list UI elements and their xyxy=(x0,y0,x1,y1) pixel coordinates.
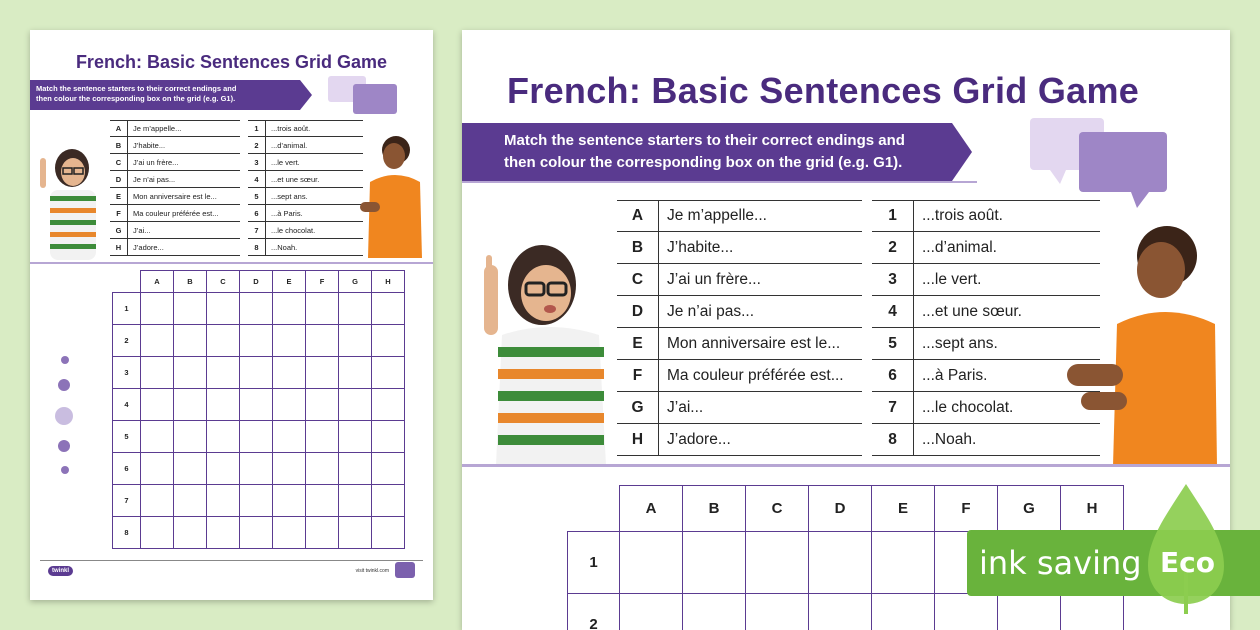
ending-key: 7 xyxy=(872,392,914,423)
ending-key: 6 xyxy=(248,205,266,221)
grid-column-header: C xyxy=(746,486,809,532)
grid-cell[interactable] xyxy=(174,325,207,357)
grid-cell[interactable] xyxy=(339,293,372,325)
starter-text: Mon anniversaire est le... xyxy=(133,191,217,201)
ending-text: ...trois août. xyxy=(271,124,311,133)
ending-key: 1 xyxy=(248,121,266,136)
grid-cell[interactable] xyxy=(273,453,306,485)
list-item xyxy=(617,328,862,360)
instruction-banner xyxy=(462,123,952,181)
small-instruction-line1: Match the sentence starters to their correct endings and xyxy=(36,84,237,93)
starter-text: Ma couleur préférée est... xyxy=(667,366,844,384)
grid-cell[interactable] xyxy=(273,293,306,325)
grid-cell[interactable] xyxy=(141,517,174,549)
grid-cell[interactable] xyxy=(372,325,405,357)
grid-cell[interactable] xyxy=(273,325,306,357)
small-title: French: Basic Sentences Grid Game xyxy=(75,52,388,72)
grid-cell[interactable] xyxy=(872,594,935,630)
grid-cell[interactable] xyxy=(207,517,240,549)
grid-header-row xyxy=(568,486,1124,532)
ink-saving-label: ink saving xyxy=(979,544,1142,582)
ending-key: 8 xyxy=(872,424,914,455)
speech-bubble-icon xyxy=(353,84,397,114)
grid-cell[interactable] xyxy=(207,325,240,357)
badge-icon xyxy=(395,562,415,578)
starter-text: J’habite... xyxy=(133,140,166,150)
grid-column-header: D xyxy=(809,486,872,532)
starter-key: C xyxy=(617,264,659,295)
grid-cell[interactable] xyxy=(339,357,372,389)
page-title: French: Basic Sentences Grid Game xyxy=(507,70,1140,111)
list-item xyxy=(248,222,363,239)
ending-key: 5 xyxy=(248,188,266,204)
banner-underline xyxy=(462,181,977,183)
grid-cell[interactable] xyxy=(174,389,207,421)
starter-key: A xyxy=(617,201,659,231)
grid-cell[interactable] xyxy=(174,357,207,389)
grid-cell[interactable] xyxy=(306,389,339,421)
small-starters-list xyxy=(110,120,240,256)
grid-column-header: F xyxy=(935,486,998,532)
grid-row-header: 8 xyxy=(113,517,141,549)
ending-text: ...trois août. xyxy=(922,207,1003,224)
grid-column-header: G xyxy=(339,271,372,293)
grid-cell[interactable] xyxy=(240,325,273,357)
grid-row-header: 7 xyxy=(113,485,141,517)
list-item xyxy=(248,205,363,222)
grid-cell[interactable] xyxy=(306,357,339,389)
grid-cell[interactable] xyxy=(240,453,273,485)
starter-text: J’ai un frère... xyxy=(667,270,761,288)
speech-bubble-icon xyxy=(1079,132,1167,192)
grid-cell[interactable] xyxy=(339,517,372,549)
grid-column-header: H xyxy=(1061,486,1124,532)
girl-illustration xyxy=(36,138,112,266)
grid-cell[interactable] xyxy=(207,453,240,485)
list-item xyxy=(110,188,240,205)
grid-cell[interactable] xyxy=(306,325,339,357)
list-item xyxy=(617,200,862,232)
small-instruction-line2: then colour the corresponding box on the grid (e.g. G1). xyxy=(36,94,236,103)
list-item xyxy=(248,154,363,171)
eco-label: Eco xyxy=(1160,546,1215,579)
ending-text: ...sept ans. xyxy=(922,334,998,352)
ending-key: 7 xyxy=(248,222,266,238)
ending-text: ...à Paris. xyxy=(271,208,303,218)
starter-key: B xyxy=(617,232,659,263)
starter-key: D xyxy=(617,296,659,327)
starter-text: J’adore... xyxy=(133,242,164,252)
grid-cell[interactable] xyxy=(273,389,306,421)
ending-text: ...Noah. xyxy=(271,242,298,252)
ending-key: 4 xyxy=(248,171,266,187)
grid-row-header: 4 xyxy=(113,389,141,421)
ending-key: 5 xyxy=(872,328,914,359)
grid-cell[interactable] xyxy=(240,485,273,517)
grid-row xyxy=(113,421,405,453)
list-item xyxy=(110,154,240,171)
grid-header-row xyxy=(113,271,405,293)
grid-cell[interactable] xyxy=(240,421,273,453)
grid-cell[interactable] xyxy=(1061,594,1124,630)
ending-key: 2 xyxy=(872,232,914,263)
footer-url: visit twinkl.com xyxy=(355,568,389,574)
grid-cell[interactable] xyxy=(683,594,746,630)
list-item xyxy=(110,120,240,137)
grid-column-header: G xyxy=(998,486,1061,532)
grid-cell[interactable] xyxy=(240,517,273,549)
grid-cell[interactable] xyxy=(372,421,405,453)
girl-illustration xyxy=(474,235,624,465)
list-item xyxy=(110,222,240,239)
starter-text: Je m’appelle... xyxy=(667,207,767,224)
grid-cell[interactable] xyxy=(372,517,405,549)
ending-key: 3 xyxy=(872,264,914,295)
small-instruction-banner xyxy=(30,80,300,110)
starter-text: Je n’ai pas... xyxy=(133,174,176,184)
divider xyxy=(30,262,433,264)
list-item xyxy=(617,296,862,328)
starters-list xyxy=(617,200,862,456)
starter-text: Ma couleur préférée est... xyxy=(133,208,219,218)
grid-column-header: E xyxy=(872,486,935,532)
ending-key: 3 xyxy=(248,154,266,170)
list-item xyxy=(248,120,363,137)
grid-column-header: F xyxy=(306,271,339,293)
grid-cell[interactable] xyxy=(141,453,174,485)
grid-column-header: E xyxy=(273,271,306,293)
grid-cell[interactable] xyxy=(174,421,207,453)
grid-cell[interactable] xyxy=(207,389,240,421)
boy-illustration xyxy=(350,130,428,260)
ending-key: 8 xyxy=(248,239,266,255)
ending-key: 2 xyxy=(248,137,266,153)
grid-cell[interactable] xyxy=(174,517,207,549)
starter-key: H xyxy=(617,424,659,455)
grid-cell[interactable] xyxy=(306,293,339,325)
grid-cell[interactable] xyxy=(306,453,339,485)
starter-text: J’ai un frère... xyxy=(133,157,179,167)
grid-row-header: 2 xyxy=(568,594,620,630)
grid-cell[interactable] xyxy=(683,532,746,594)
grid-column-header: D xyxy=(240,271,273,293)
starter-key: E xyxy=(110,188,128,204)
small-banner-arrow xyxy=(300,80,312,110)
decorative-dot xyxy=(58,379,70,391)
starter-text: Je m’appelle... xyxy=(133,124,182,133)
grid-row-header: 3 xyxy=(113,357,141,389)
grid-cell[interactable] xyxy=(872,532,935,594)
grid-cell[interactable] xyxy=(620,532,683,594)
grid-cell[interactable] xyxy=(174,453,207,485)
grid-column-header: A xyxy=(141,271,174,293)
grid-cell[interactable] xyxy=(240,389,273,421)
decorative-dot xyxy=(61,356,69,364)
twinkl-logo: twinkl xyxy=(48,566,73,576)
ending-text: ...le chocolat. xyxy=(922,398,1014,416)
ending-text: ...d’animal. xyxy=(271,140,308,150)
grid-cell[interactable] xyxy=(273,357,306,389)
decorative-dot xyxy=(61,466,69,474)
grid-cell[interactable] xyxy=(141,421,174,453)
starter-key: G xyxy=(110,222,128,238)
ending-text: ...à Paris. xyxy=(922,366,988,384)
grid-row xyxy=(113,325,405,357)
grid-row-header: 5 xyxy=(113,421,141,453)
starter-key: B xyxy=(110,137,128,153)
grid-cell[interactable] xyxy=(339,389,372,421)
starter-text: J’ai... xyxy=(133,225,151,235)
instruction-line2: then colour the corresponding box on the grid (e.g. G1). xyxy=(504,154,903,171)
starter-key: C xyxy=(110,154,128,170)
grid-row-header: 1 xyxy=(113,293,141,325)
grid-cell[interactable] xyxy=(372,453,405,485)
grid-cell[interactable] xyxy=(174,485,207,517)
grid-column-header: B xyxy=(174,271,207,293)
grid-cell[interactable] xyxy=(372,485,405,517)
grid-cell[interactable] xyxy=(240,293,273,325)
list-item xyxy=(248,137,363,154)
grid-cell[interactable] xyxy=(306,485,339,517)
list-item xyxy=(248,188,363,205)
ending-text: ...et une sœur. xyxy=(922,302,1022,320)
grid-column-header: A xyxy=(620,486,683,532)
decorative-dot xyxy=(55,407,73,425)
banner-arrow xyxy=(952,123,972,181)
list-item xyxy=(248,171,363,188)
grid-cell[interactable] xyxy=(339,453,372,485)
grid-cell[interactable] xyxy=(174,293,207,325)
ending-text: ...et une sœur. xyxy=(271,174,320,184)
grid-column-header: H xyxy=(372,271,405,293)
list-item xyxy=(617,360,862,392)
grid-row-header: 1 xyxy=(568,532,620,594)
starter-key: E xyxy=(617,328,659,359)
starter-text: J’ai... xyxy=(667,398,704,416)
ending-text: ...le vert. xyxy=(922,270,982,288)
list-item xyxy=(110,171,240,188)
grid-cell[interactable] xyxy=(746,532,809,594)
list-item xyxy=(248,239,363,256)
grid-cell[interactable] xyxy=(141,357,174,389)
ending-text: ...Noah. xyxy=(922,430,977,448)
boy-illustration xyxy=(1057,220,1227,466)
starter-key: H xyxy=(110,239,128,255)
grid-corner xyxy=(113,271,141,293)
list-item xyxy=(110,239,240,256)
ending-text: ...le chocolat. xyxy=(271,225,316,235)
list-item xyxy=(110,205,240,222)
grid-column-header: B xyxy=(683,486,746,532)
decorative-dot xyxy=(58,440,70,452)
grid-corner xyxy=(568,486,620,532)
grid-cell[interactable] xyxy=(998,594,1061,630)
grid-cell[interactable] xyxy=(809,594,872,630)
grid-cell[interactable] xyxy=(372,357,405,389)
grid-cell[interactable] xyxy=(273,517,306,549)
grid-cell[interactable] xyxy=(372,293,405,325)
grid-row xyxy=(113,485,405,517)
grid-row xyxy=(568,594,1124,630)
starter-key: D xyxy=(110,171,128,187)
grid-row xyxy=(113,293,405,325)
starter-key: A xyxy=(110,121,128,136)
grid-cell[interactable] xyxy=(809,532,872,594)
grid-cell[interactable] xyxy=(339,485,372,517)
grid-column-header: C xyxy=(207,271,240,293)
grid-cell[interactable] xyxy=(935,594,998,630)
starter-key: G xyxy=(617,392,659,423)
grid-cell[interactable] xyxy=(141,325,174,357)
starter-text: Mon anniversaire est le... xyxy=(667,334,841,352)
grid-cell[interactable] xyxy=(207,485,240,517)
grid-cell[interactable] xyxy=(273,485,306,517)
ending-key: 1 xyxy=(872,201,914,231)
grid-cell[interactable] xyxy=(620,594,683,630)
grid-cell[interactable] xyxy=(339,421,372,453)
list-item xyxy=(617,424,862,456)
grid-cell[interactable] xyxy=(207,421,240,453)
grid-cell[interactable] xyxy=(207,357,240,389)
grid-cell[interactable] xyxy=(306,517,339,549)
grid-cell[interactable] xyxy=(339,325,372,357)
list-item xyxy=(617,392,862,424)
grid-row-header: 2 xyxy=(113,325,141,357)
list-item xyxy=(110,137,240,154)
small-endings-list xyxy=(248,120,363,256)
starter-key: F xyxy=(617,360,659,391)
grid-cell[interactable] xyxy=(141,389,174,421)
starter-text: Je n’ai pas... xyxy=(667,302,755,320)
grid-row xyxy=(113,453,405,485)
grid-row xyxy=(113,357,405,389)
small-answer-grid xyxy=(112,270,405,549)
starter-text: J’habite... xyxy=(667,238,734,256)
grid-row xyxy=(113,389,405,421)
ending-text: ...le vert. xyxy=(271,157,300,167)
ending-text: ...sept ans. xyxy=(271,191,308,201)
ending-text: ...d’animal. xyxy=(922,238,997,256)
ending-key: 4 xyxy=(872,296,914,327)
starter-key: F xyxy=(110,205,128,221)
grid-cell[interactable] xyxy=(746,594,809,630)
grid-cell[interactable] xyxy=(141,485,174,517)
list-item xyxy=(617,264,862,296)
grid-cell[interactable] xyxy=(207,293,240,325)
grid-cell[interactable] xyxy=(306,421,339,453)
grid-row xyxy=(113,517,405,549)
grid-cell[interactable] xyxy=(273,421,306,453)
grid-cell[interactable] xyxy=(372,389,405,421)
small-worksheet-preview xyxy=(30,30,433,600)
starter-text: J’adore... xyxy=(667,430,731,448)
grid-cell[interactable] xyxy=(240,357,273,389)
ending-key: 6 xyxy=(872,360,914,391)
divider xyxy=(462,464,1230,467)
list-item xyxy=(617,232,862,264)
grid-row-header: 6 xyxy=(113,453,141,485)
instruction-line1: Match the sentence starters to their correct endings and xyxy=(504,132,905,149)
grid-cell[interactable] xyxy=(141,293,174,325)
